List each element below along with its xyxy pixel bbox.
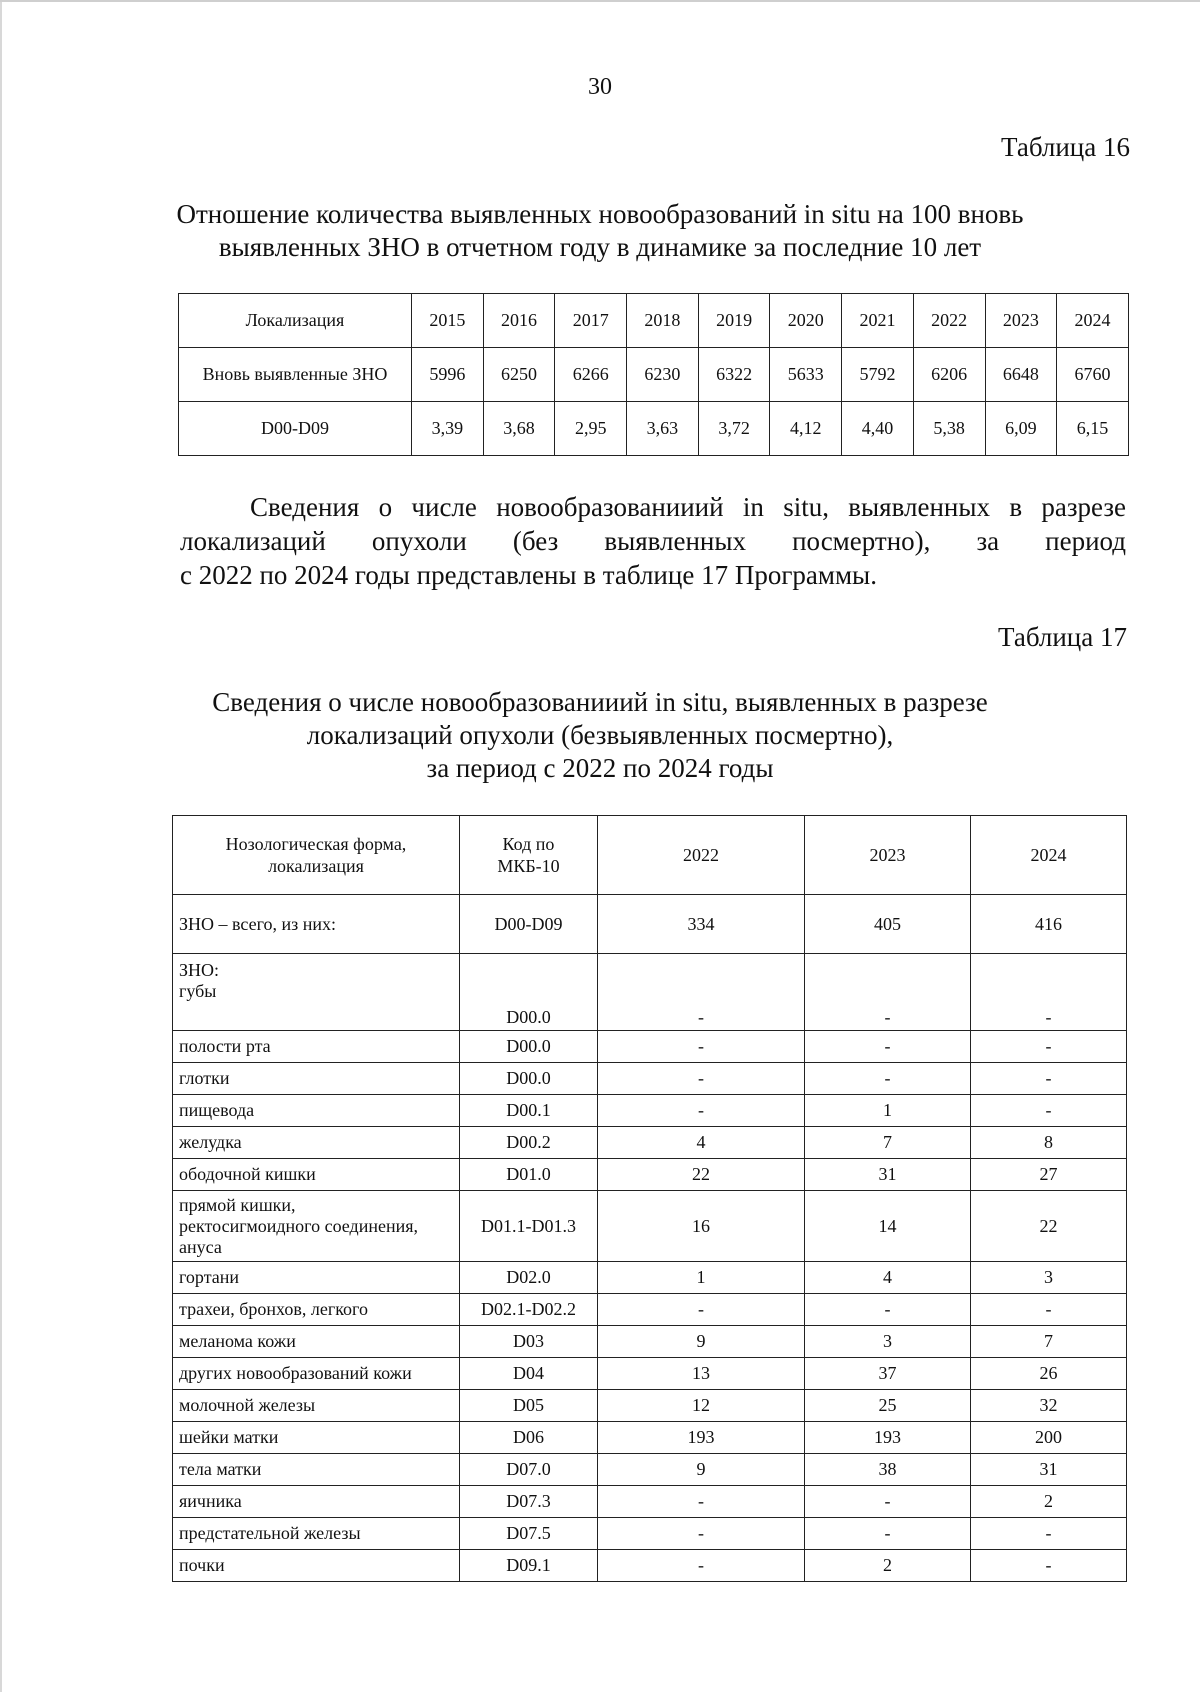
table-row [173,1159,1127,1191]
scan-edge [0,0,1200,2]
table-cell: 5996 [412,348,484,402]
table-cell: 5633 [770,348,842,402]
table-cell: 4 [805,1262,971,1294]
table-row [173,1031,1127,1063]
cell-line: прямой кишки, [179,1194,296,1215]
cell-line: Код по [502,834,555,854]
table-cell: - [598,1550,805,1582]
table-cell: 416 [971,895,1127,954]
caption-line: выявленных ЗНО в отчетном году в динамике за последние 10 лет [218,232,982,262]
table-cell: - [971,1095,1127,1127]
table-row [173,1422,1127,1454]
table-cell: - [598,954,805,1031]
table-cell: 3 [971,1262,1127,1294]
cell-line: ректосигмоидного соединения, [179,1215,419,1236]
row-code: D00.1 [460,1095,598,1127]
table-17 [172,815,1127,1582]
table-cell: 1 [598,1262,805,1294]
row-code: D09.1 [460,1550,598,1582]
table-cell: 7 [971,1326,1127,1358]
table-cell: 6230 [627,348,699,402]
table-cell: 6760 [1057,348,1129,402]
row-code: D03 [460,1326,598,1358]
table-cell: - [598,1031,805,1063]
table-cell: 37 [805,1358,971,1390]
table-cell: 8 [971,1127,1127,1159]
table-17-label: Таблица 17 [998,622,1127,652]
table-row [173,1454,1127,1486]
table-cell: 2 [805,1550,971,1582]
table-cell: 38 [805,1454,971,1486]
header-year: 2015 [412,294,484,348]
table-16 [178,293,1129,456]
table-cell: 22 [971,1191,1127,1262]
table-cell: 9 [598,1326,805,1358]
table-cell: 334 [598,895,805,954]
row-name: гортани [173,1262,460,1294]
table-row [173,1358,1127,1390]
row-code: D05 [460,1390,598,1422]
table-cell: 6250 [483,348,555,402]
table-row [173,1191,1127,1262]
row-code: D00.0 [460,954,598,1031]
table-cell: 4 [598,1127,805,1159]
row-name [173,954,460,1031]
table-cell: - [805,1031,971,1063]
table-cell: 3,63 [627,402,699,456]
table-cell: - [805,1063,971,1095]
table-row [173,1550,1127,1582]
table-cell: - [971,1031,1127,1063]
row-name: полости рта [173,1031,460,1063]
table-cell: - [598,1294,805,1326]
table-cell: 2 [971,1486,1127,1518]
row-name: глотки [173,1063,460,1095]
table-cell: 4,40 [842,402,914,456]
caption-line: локализаций опухоли (безвыявленных посмертно), [306,720,894,750]
table-cell: - [805,1518,971,1550]
header-year: 2021 [842,294,914,348]
header-year: 2022 [598,816,805,895]
header-year: 2024 [1057,294,1129,348]
row-code: D00.0 [460,1063,598,1095]
table-cell: 3,72 [698,402,770,456]
table-cell: - [805,1486,971,1518]
table-cell: 3,39 [412,402,484,456]
row-code: D02.1-D02.2 [460,1294,598,1326]
row-code: D07.3 [460,1486,598,1518]
table-cell: 12 [598,1390,805,1422]
header-year: 2023 [985,294,1057,348]
cell-line: локализация [268,856,364,876]
cell-line: губы [179,981,217,1001]
header-year: 2020 [770,294,842,348]
table-cell: - [598,1063,805,1095]
header-year: 2024 [971,816,1127,895]
table-cell: - [971,954,1127,1031]
cell-line: МКБ-10 [497,856,560,876]
table-cell: 5,38 [913,402,985,456]
table-cell: - [971,1063,1127,1095]
table-cell: - [971,1518,1127,1550]
header-icd-code [460,816,598,895]
row-name: яичника [173,1486,460,1518]
header-localization: Локализация [179,294,412,348]
table-row [173,1095,1127,1127]
row-code: D00.0 [460,1031,598,1063]
row-code: D00-D09 [460,895,598,954]
cell-line: Нозологическая форма, [225,834,407,854]
header-nosology [173,816,460,895]
table-row [173,1262,1127,1294]
table-row [179,348,1129,402]
header-year: 2022 [913,294,985,348]
table-cell: 25 [805,1390,971,1422]
table-row [173,1127,1127,1159]
caption-line: Отношение количества выявленных новообразований in situ на 100 вновь [176,199,1024,229]
row-code: D01.0 [460,1159,598,1191]
table-cell: 405 [805,895,971,954]
row-label: D00-D09 [179,402,412,456]
page-number: 30 [588,74,612,100]
table-row-total [173,895,1127,954]
table-16-caption [0,198,1200,264]
table-row [173,1294,1127,1326]
table-cell: - [598,1095,805,1127]
table-cell: 26 [971,1358,1127,1390]
row-name: пищевода [173,1095,460,1127]
table-cell: 3 [805,1326,971,1358]
row-name: почки [173,1550,460,1582]
table-cell: 193 [805,1422,971,1454]
table-cell: 9 [598,1454,805,1486]
row-code: D01.1-D01.3 [460,1191,598,1262]
table-row [173,1518,1127,1550]
row-name: ЗНО – всего, из них: [173,895,460,954]
table-cell: - [805,1294,971,1326]
row-code: D04 [460,1358,598,1390]
row-code: D07.5 [460,1518,598,1550]
row-name: предстательной железы [173,1518,460,1550]
table-cell: 193 [598,1422,805,1454]
table-cell: 5792 [842,348,914,402]
table-cell: 6322 [698,348,770,402]
table-cell: 6,09 [985,402,1057,456]
table-cell: 2,95 [555,402,627,456]
header-year: 2019 [698,294,770,348]
table-header-row [173,816,1127,895]
row-name: трахеи, бронхов, легкого [173,1294,460,1326]
table-cell: 200 [971,1422,1127,1454]
table-cell: 1 [805,1095,971,1127]
table-cell: - [971,1550,1127,1582]
header-year: 2023 [805,816,971,895]
table-cell: 6206 [913,348,985,402]
table-cell: 3,68 [483,402,555,456]
header-year: 2017 [555,294,627,348]
row-code: D06 [460,1422,598,1454]
table-cell: - [598,1486,805,1518]
table-row [179,402,1129,456]
row-name [173,1191,460,1262]
table-cell: 32 [971,1390,1127,1422]
table-cell: - [598,1518,805,1550]
row-name: шейки матки [173,1422,460,1454]
table-cell: 14 [805,1191,971,1262]
header-year: 2016 [483,294,555,348]
row-code: D02.0 [460,1262,598,1294]
table-cell: 27 [971,1159,1127,1191]
table-cell: 13 [598,1358,805,1390]
row-name: желудка [173,1127,460,1159]
paragraph-line: с 2022 по 2024 годы представлены в таблице 17 Программы. [180,560,877,590]
row-name: тела матки [173,1454,460,1486]
caption-line: за период с 2022 по 2024 годы [426,753,774,783]
caption-line: Сведения о числе новообразованииий in situ, выявленных в разрезе [212,687,988,717]
table-cell: - [971,1294,1127,1326]
table-cell: 16 [598,1191,805,1262]
table-row [173,1486,1127,1518]
row-code: D00.2 [460,1127,598,1159]
table-17-caption [0,686,1200,785]
table-cell: 22 [598,1159,805,1191]
table-16-label: Таблица 16 [1001,132,1130,162]
table-cell: 31 [805,1159,971,1191]
paragraph-line: Сведения о числе новообразованииий in situ, выявленных в разрезе [250,492,1126,522]
table-cell: 6266 [555,348,627,402]
row-label: Вновь выявленные ЗНО [179,348,412,402]
row-code: D07.0 [460,1454,598,1486]
table-cell: 7 [805,1127,971,1159]
table-row [173,1063,1127,1095]
table-cell: 4,12 [770,402,842,456]
paragraph-line: локализаций опухоли (без выявленных посмертно), за период [180,526,1126,556]
row-name: меланома кожи [173,1326,460,1358]
table-row [173,1390,1127,1422]
table-header-row [179,294,1129,348]
cell-line: ЗНО: [179,960,220,980]
table-cell: 6,15 [1057,402,1129,456]
cell-line: ануса [179,1236,222,1257]
row-name: ободочной кишки [173,1159,460,1191]
row-name: молочной железы [173,1390,460,1422]
table-cell: - [805,954,971,1031]
row-name: других новообразований кожи [173,1358,460,1390]
body-paragraph [180,490,1126,592]
table-cell: 31 [971,1454,1127,1486]
table-cell: 6648 [985,348,1057,402]
table-row [173,954,1127,1031]
table-row [173,1326,1127,1358]
header-year: 2018 [627,294,699,348]
